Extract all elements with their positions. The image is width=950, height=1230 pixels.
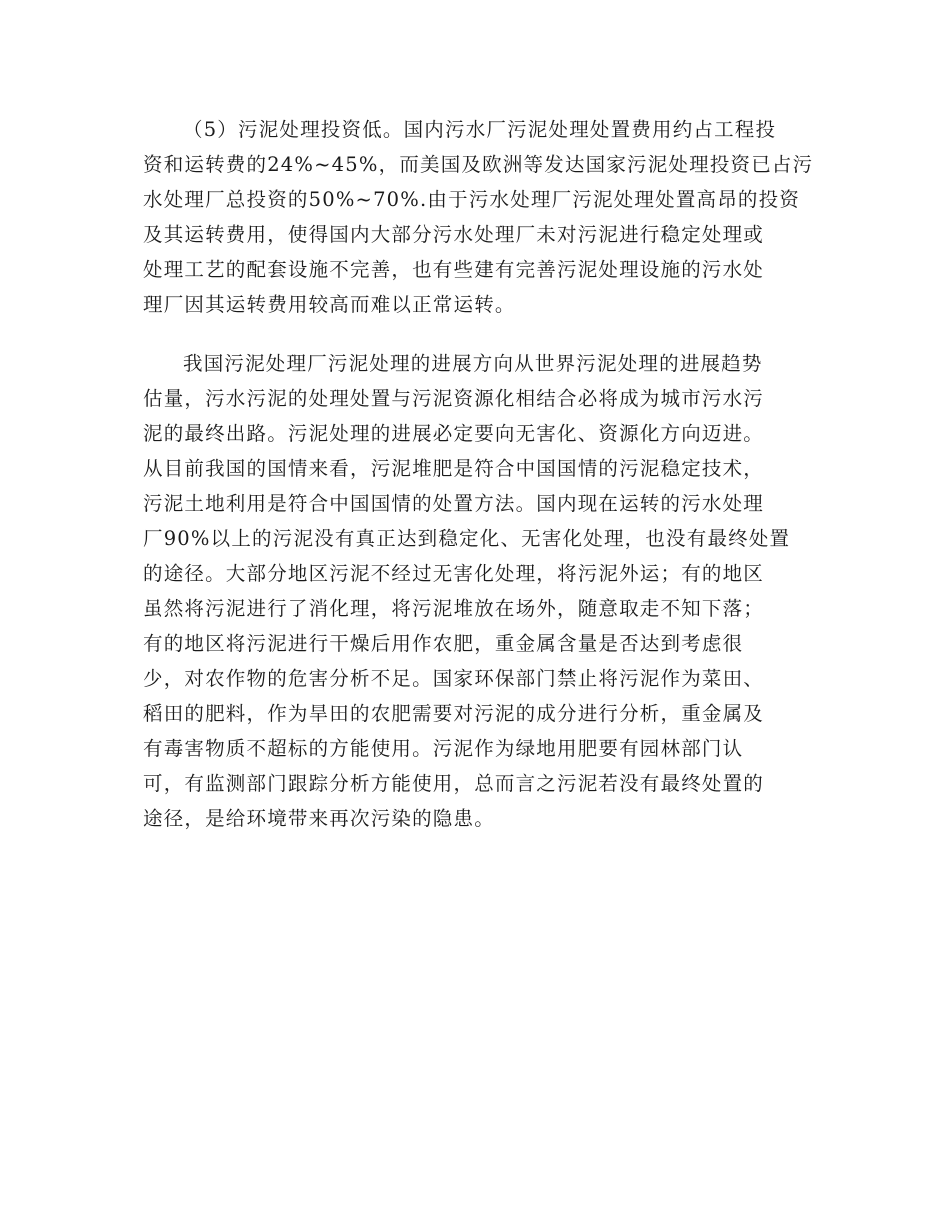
text-line: 厂90%以上的污泥没有真正达到稳定化、无害化处理，也没有最终处置 [143, 527, 791, 550]
text-line: 途径，是给环境带来再次污染的隐患。 [143, 807, 495, 830]
text-line: 少，对农作物的危害分析不足。国家环保部门禁止将污泥作为菜田、 [143, 667, 765, 690]
text-line: 处理工艺的配套设施不完善，也有些建有完善污泥处理设施的污水处 [143, 258, 765, 281]
text-line: 及其运转费用，使得国内大部分污水处理厂未对污泥进行稳定处理或 [143, 223, 765, 246]
text-line: 泥的最终出路。污泥处理的进展必定要向无害化、资源化方向迈进。 [143, 422, 765, 445]
text-line: 水处理厂总投资的50%~70%.由于污水处理厂污泥处理处置高昂的投资 [143, 188, 801, 211]
text-line: 污泥土地利用是符合中国国情的处置方法。国内现在运转的污水处理 [143, 492, 765, 515]
text-line: 我国污泥处理厂污泥处理的进展方向从世界污泥处理的进展趋势 [183, 352, 763, 375]
text-line: 有毒害物质不超标的方能使用。污泥作为绿地用肥要有园林部门认 [143, 737, 744, 760]
text-line: 资和运转费的24%~45%，而美国及欧洲等发达国家污泥处理投资已占污 [143, 153, 814, 176]
text-line: 虽然将污泥进行了消化理，将污泥堆放在场外，随意取走不知下落； [143, 597, 765, 620]
text-line: 从目前我国的国情来看，污泥堆肥是符合中国国情的污泥稳定技术， [143, 457, 765, 480]
text-line: 估量，污水污泥的处理处置与污泥资源化相结合必将成为城市污水污 [143, 387, 765, 410]
text-line: 的途径。大部分地区污泥不经过无害化处理，将污泥外运；有的地区 [143, 562, 765, 585]
text-line: 稻田的肥料，作为旱田的农肥需要对污泥的成分进行分析，重金属及 [143, 702, 765, 725]
text-line: 可，有监测部门跟踪分析方能使用，总而言之污泥若没有最终处置的 [143, 772, 765, 795]
text-line: 理厂因其运转费用较高而难以正常运转。 [143, 293, 516, 316]
text-line: 有的地区将污泥进行干燥后用作农肥，重金属含量是否达到考虑很 [143, 632, 744, 655]
text-line: （5）污泥处理投资低。国内污水厂污泥处理处置费用约占工程投 [183, 118, 777, 141]
